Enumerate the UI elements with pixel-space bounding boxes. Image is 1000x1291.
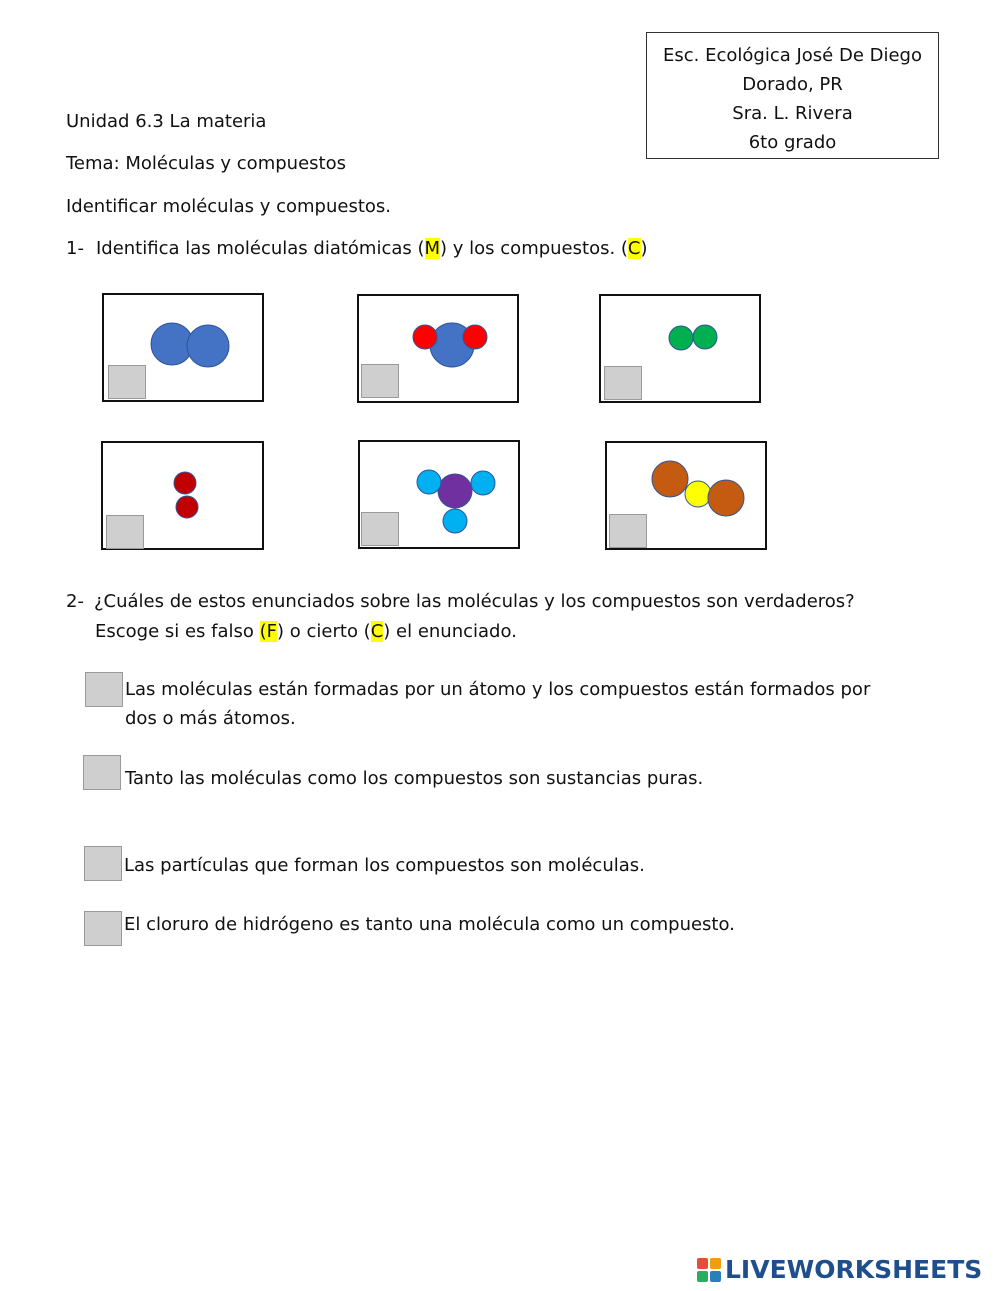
logo-block-2 xyxy=(710,1258,721,1269)
molecule-1-answer-input[interactable] xyxy=(108,365,146,399)
logo-block-4 xyxy=(710,1271,721,1282)
false-label-f: (F xyxy=(259,621,278,642)
molecule-4-atom-2 xyxy=(176,496,198,518)
compound-label-c: C xyxy=(627,238,641,259)
question-2-number: 2- xyxy=(66,591,84,612)
topic-title: Tema: Moléculas y compuestos xyxy=(66,153,346,174)
statement-3-text: Las partículas que forman los compuestos son moléculas. xyxy=(124,855,645,876)
question-1-text-a: Identifica las moléculas diatómicas ( xyxy=(95,238,425,259)
molecule-5-atom-4 xyxy=(443,509,467,533)
statement-1-line-1: Las moléculas están formadas por un átomo y los compuestos están formados por xyxy=(125,679,871,700)
molecule-2-atom-1 xyxy=(413,325,437,349)
molecule-2-atom-3 xyxy=(463,325,487,349)
logo-block-3 xyxy=(697,1271,708,1282)
statement-2-text: Tanto las moléculas como los compuestos son sustancias puras. xyxy=(125,768,704,789)
molecule-6-atom-1 xyxy=(652,461,688,497)
question-1 xyxy=(66,237,648,261)
question-2-line-2b: ) o cierto ( xyxy=(277,621,371,642)
question-1-text-b: ) y los compuestos. ( xyxy=(440,238,628,259)
statement-1-answer-input[interactable] xyxy=(85,672,123,707)
molecule-1-atom-2 xyxy=(187,325,229,367)
molecule-box-1 xyxy=(102,293,264,402)
statement-1-line-2: dos o más átomos. xyxy=(125,708,296,729)
liveworksheets-logo[interactable] xyxy=(697,1255,982,1284)
question-1-number: 1- xyxy=(66,238,84,259)
molecule-6-atom-2 xyxy=(685,481,711,507)
molecule-5-answer-input[interactable] xyxy=(361,512,399,546)
true-label-c: C xyxy=(370,621,384,642)
school-info-box xyxy=(646,32,939,159)
molecule-4-answer-input[interactable] xyxy=(106,515,144,549)
statement-2-answer-input[interactable] xyxy=(83,755,121,790)
question-2-line-1: ¿Cuáles de estos enunciados sobre las moléculas y los compuestos son verdaderos? xyxy=(93,591,855,612)
school-name: Esc. Ecológica José De Diego xyxy=(663,45,922,66)
molecule-label-m: M xyxy=(424,238,441,259)
molecule-6-atom-3 xyxy=(708,480,744,516)
statement-4-text: El cloruro de hidrógeno es tanto una molécula como un compuesto. xyxy=(124,914,735,935)
statement-4-answer-input[interactable] xyxy=(84,911,122,946)
question-2-line-2a: Escoge si es falso xyxy=(95,621,260,642)
logo-block-1 xyxy=(697,1258,708,1269)
logo-text: LIVEWORKSHEETS xyxy=(725,1255,983,1284)
statement-3-answer-input[interactable] xyxy=(84,846,122,881)
molecule-3-atom-1 xyxy=(669,326,693,350)
question-1-text-c: ) xyxy=(640,238,648,259)
logo-blocks-icon xyxy=(697,1258,721,1282)
molecule-5-atom-2 xyxy=(438,474,472,508)
molecule-box-5 xyxy=(358,440,520,549)
objective-text: Identificar moléculas y compuestos. xyxy=(66,196,391,217)
question-2-instructions xyxy=(95,620,517,644)
molecule-box-3 xyxy=(599,294,761,403)
molecule-6-answer-input[interactable] xyxy=(609,514,647,548)
molecule-2-answer-input[interactable] xyxy=(361,364,399,398)
question-2-line-2c: ) el enunciado. xyxy=(383,621,517,642)
molecule-5-atom-1 xyxy=(417,470,441,494)
molecule-box-4 xyxy=(101,441,264,550)
grade-label: 6to grado xyxy=(748,132,837,153)
school-city: Dorado, PR xyxy=(742,74,843,95)
molecule-4-atom-1 xyxy=(174,472,196,494)
molecule-box-2 xyxy=(357,294,519,403)
teacher-name: Sra. L. Rivera xyxy=(732,103,853,124)
molecule-3-atom-2 xyxy=(693,325,717,349)
molecule-5-atom-3 xyxy=(471,471,495,495)
molecule-3-answer-input[interactable] xyxy=(604,366,642,400)
question-2 xyxy=(66,590,855,614)
molecule-box-6 xyxy=(605,441,767,550)
unit-title: Unidad 6.3 La materia xyxy=(66,111,267,132)
